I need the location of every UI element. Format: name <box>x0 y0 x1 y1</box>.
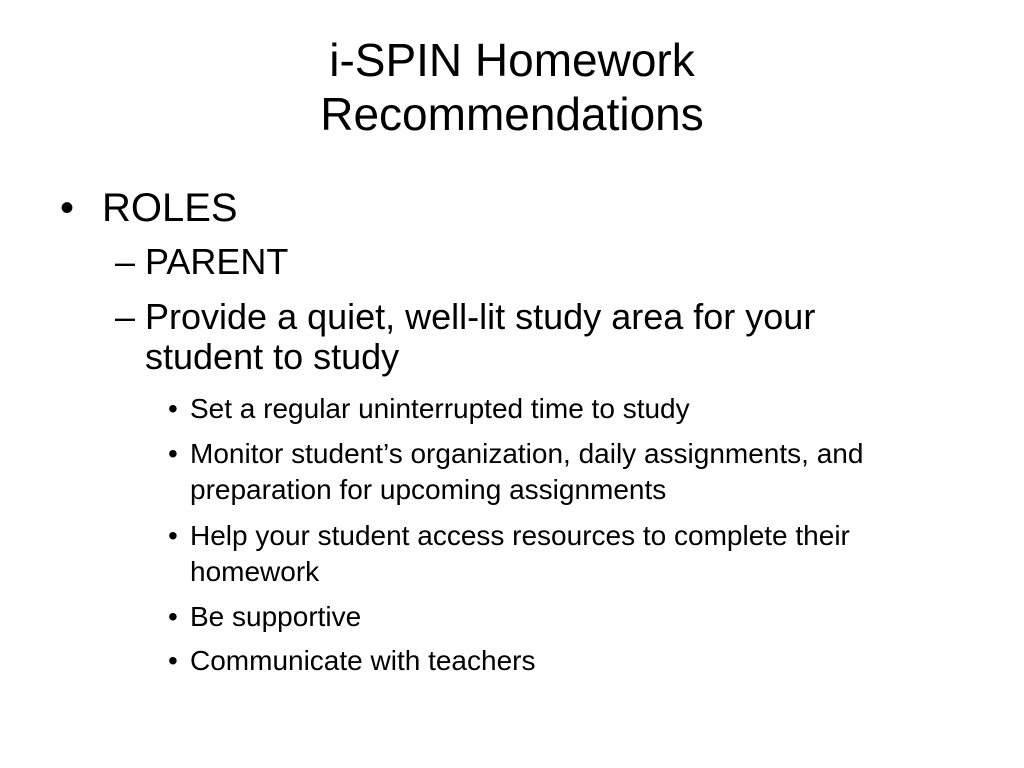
sub-bullet-parent-text: PARENT <box>145 241 289 282</box>
sub-bullet-study-area-text: Provide a quiet, well-lit study area for your student to study <box>145 296 816 377</box>
bullet-dot-icon: • <box>60 186 75 230</box>
slide-title-line-2: Recommendations <box>320 88 704 140</box>
dash-icon: – <box>115 241 136 282</box>
bullet-dot-icon: • <box>168 520 178 551</box>
detail-bullet-communicate-text: Communicate with teachers <box>190 645 536 676</box>
detail-bullet-monitor-text: Monitor student’s organization, daily assignments, and preparation for upcoming assignments <box>190 438 864 505</box>
sub-bullet-parent <box>115 242 915 282</box>
bullet-dot-icon: • <box>168 393 178 424</box>
slide-title <box>0 33 1024 141</box>
detail-bullet-communicate <box>168 643 968 679</box>
detail-bullet-supportive <box>168 599 968 635</box>
detail-bullet-regular-time <box>168 391 968 427</box>
dash-icon: – <box>115 296 136 337</box>
detail-bullet-resources <box>168 518 928 590</box>
bullet-dot-icon: • <box>168 438 178 469</box>
sub-bullet-study-area <box>115 297 895 377</box>
detail-bullet-resources-text: Help your student access resources to complete their homework <box>190 520 850 587</box>
detail-bullet-regular-time-text: Set a regular uninterrupted time to study <box>190 393 690 424</box>
bullet-dot-icon: • <box>168 645 178 676</box>
detail-bullet-monitor <box>168 436 958 508</box>
bullet-dot-icon: • <box>168 601 178 632</box>
bullet-roles-text: ROLES <box>102 186 238 230</box>
detail-bullet-supportive-text: Be supportive <box>190 601 362 632</box>
slide-title-line-1: i-SPIN Homework <box>329 34 695 86</box>
